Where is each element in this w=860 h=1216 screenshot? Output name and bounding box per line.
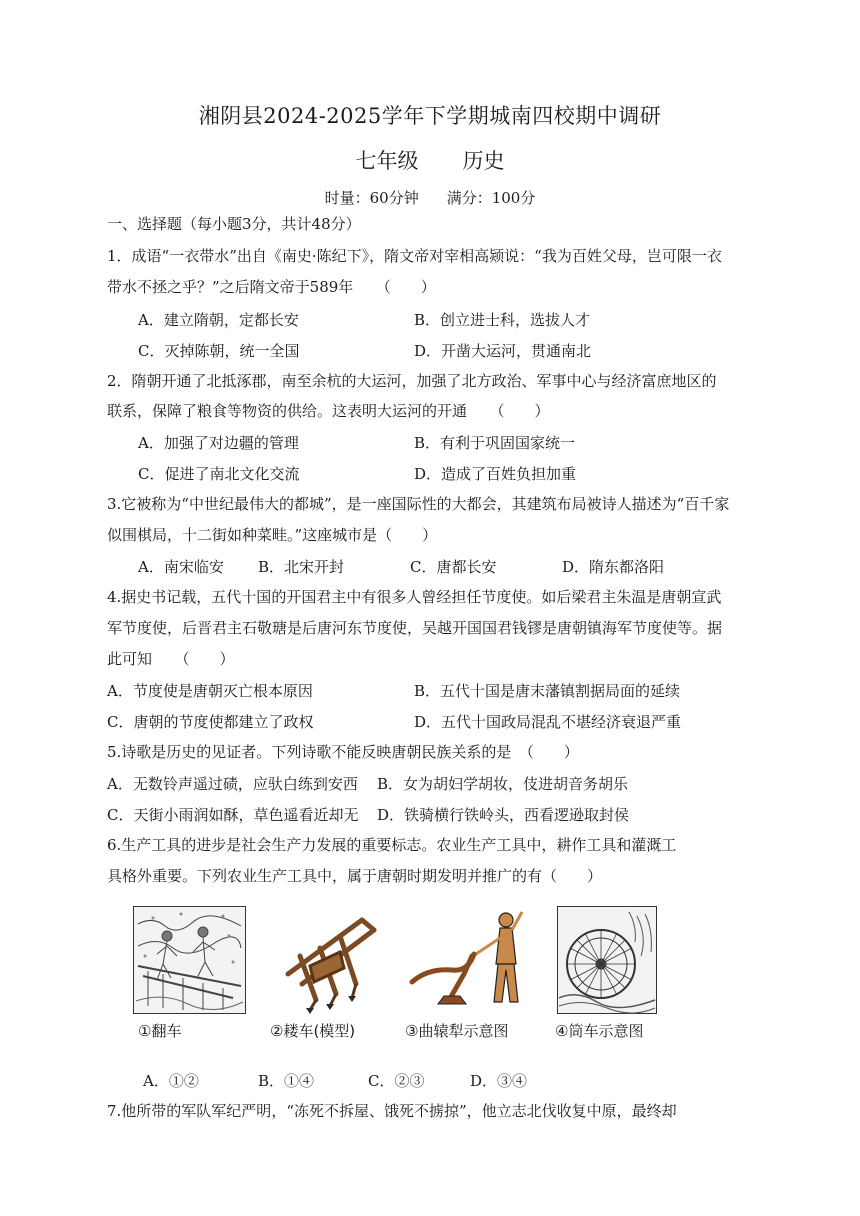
q2-stem-line1: 2．隋朝开通了北抵涿郡，南至余杭的大运河，加强了北方政治、军事中心与经济富庶地区的: [107, 372, 717, 390]
q5-stem-line1: 5.诗歌是历史的见证者。下列诗歌不能反映唐朝民族关系的是 （ ）: [107, 743, 579, 761]
q4-option-d: D．五代十国政局混乱不堪经济衰退严重: [414, 713, 682, 731]
q3-option-b: B．北宋开封: [258, 558, 345, 576]
q5-option-b: B．女为胡妇学胡妆，伎进胡音务胡乐: [377, 775, 629, 793]
q6-stem-line1: 6.生产工具的进步是社会生产力发展的重要标志。农业生产工具中，耕作工具和灌溉工: [107, 836, 677, 854]
figure1-caption: ①翻车: [138, 1022, 182, 1040]
figure2-caption: ②耧车(模型): [270, 1022, 356, 1040]
q6-option-a: A．①②: [143, 1072, 199, 1090]
grade-label: 七年级: [355, 149, 419, 173]
q4-stem-line1: 4.据史书记载，五代十国的开国君主中有很多人曾经担任节度使。如后梁君主朱温是唐朝宣武: [107, 588, 722, 606]
exam-title: 湘阴县2024-2025学年下学期城南四校期中调研: [198, 104, 662, 128]
q2-option-b: B．有利于巩固国家统一: [414, 434, 576, 452]
q2-option-a: A．加强了对边疆的管理: [138, 434, 299, 452]
q4-option-a: A．节度使是唐朝灭亡根本原因: [107, 682, 313, 700]
q5-option-d: D．铁骑横行铁岭头，西看逻逊取封侯: [377, 806, 630, 824]
q2-option-d: D．造成了百姓负担加重: [414, 465, 577, 483]
q2-option-c: C．促进了南北文化交流: [138, 465, 300, 483]
q2-stem-line2: 联系，保障了粮食等物资的供给。这表明大运河的开通 （ ）: [107, 402, 550, 420]
q5-option-a: A．无数铃声遥过碛，应驮白练到安西: [107, 775, 358, 793]
fanche-image: [133, 906, 246, 1014]
q6-stem-line2: 具格外重要。下列农业生产工具中，属于唐朝时期发明并推广的有（ ）: [107, 867, 603, 885]
q4-option-c: C．唐朝的节度使都建立了政权: [107, 713, 314, 731]
exam-meta: [0, 187, 860, 208]
q3-stem-line1: 3.它被称为“中世纪最伟大的都城”，是一座国际性的大都会，其建筑布局被诗人描述为“百千家: [107, 495, 730, 513]
exam-subtitle: [0, 145, 860, 175]
q3-option-a: A．南宋临安: [138, 558, 224, 576]
q1-stem-line1: 1．成语“一衣带水”出自《南史·陈纪下》，隋文帝对宰相高颎说：“我为百姓父母，岂可限一衣: [107, 247, 722, 265]
q4-stem-line3: 此可知 （ ）: [107, 650, 235, 668]
tongche-image: [557, 906, 657, 1014]
q1-option-a: A．建立隋朝，定都长安: [138, 311, 299, 329]
section-heading: 一、选择题（每小题3分，共计48分）: [107, 215, 361, 233]
louche-model-image: [270, 908, 388, 1016]
q6-option-d: D．③④: [470, 1072, 528, 1090]
q1-option-c: C．灭掉陈朝，统一全国: [138, 342, 300, 360]
q4-stem-line2: 军节度使，后晋君主石敬瑭是后唐河东节度使，吴越开国国君钱镠是唐朝镇海军节度使等。据: [107, 619, 723, 637]
figure4-caption: ④筒车示意图: [555, 1022, 644, 1040]
figure3-caption: ③曲辕犁示意图: [405, 1022, 509, 1040]
quyuanli-image: [408, 910, 528, 1014]
q3-stem-line2: 似围棋局，十二街如种菜畦。”这座城市是（ ）: [107, 526, 438, 544]
q1-option-d: D．开凿大运河，贯通南北: [414, 342, 592, 360]
q4-option-b: B．五代十国是唐末藩镇割据局面的延续: [414, 682, 681, 700]
subject-label: 历史: [462, 149, 505, 173]
q5-option-c: C．天街小雨润如酥，草色遥看近却无: [107, 806, 359, 824]
q1-option-b: B．创立进士科，选拔人才: [414, 311, 591, 329]
q6-option-c: C．②③: [368, 1072, 425, 1090]
q3-option-d: D．隋东都洛阳: [562, 558, 665, 576]
q7-stem-line1: 7.他所带的军队军纪严明，“冻死不拆屋、饿死不掳掠”，他立志北伐收复中原，最终却: [107, 1102, 677, 1120]
q3-option-c: C．唐都长安: [410, 558, 497, 576]
q6-option-b: B．①④: [258, 1072, 315, 1090]
q1-stem-line2: 带水不拯之乎？”之后隋文帝于589年 （ ）: [107, 278, 436, 296]
time-limit: 时量：60分钟: [324, 189, 419, 207]
full-score: 满分：100分: [446, 189, 536, 207]
